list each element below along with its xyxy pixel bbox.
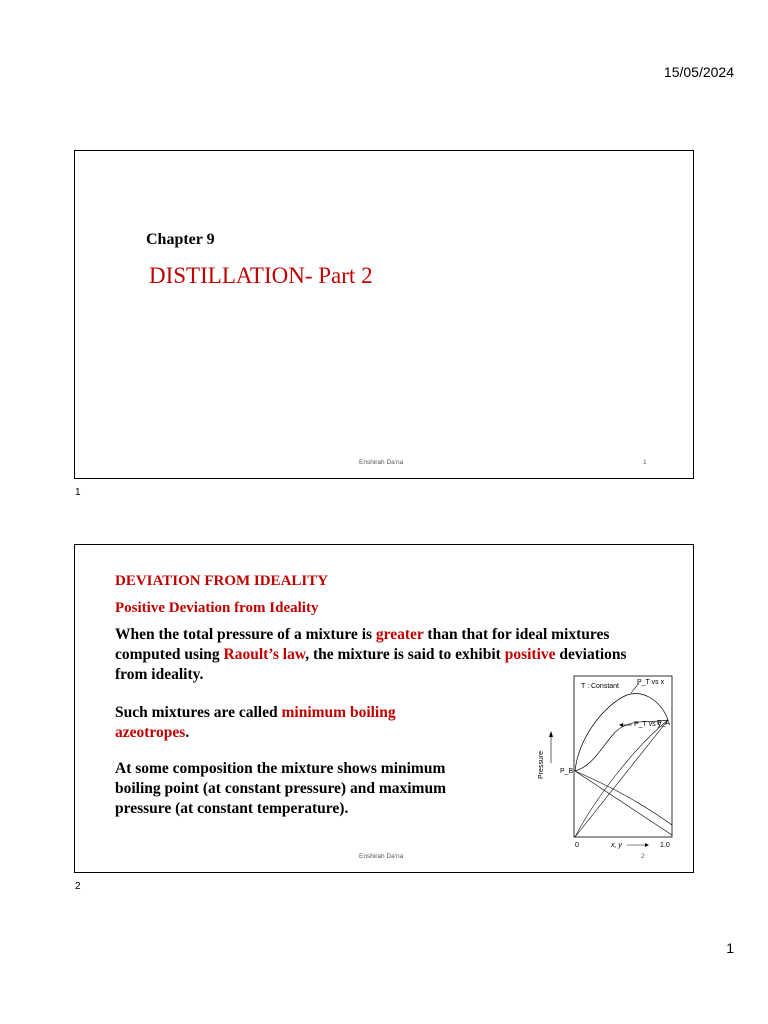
slide-footer-author: Enshirah Da'na xyxy=(359,853,404,860)
paragraph-azeotropes xyxy=(115,703,465,743)
label-PTx: P_T vs x xyxy=(637,679,665,686)
slide-index-2: 2 xyxy=(75,881,81,892)
chapter-label: Chapter 9 xyxy=(146,231,215,248)
slide-heading: DEVIATION FROM IDEALITY xyxy=(115,573,329,589)
paragraph-composition: At some composition the mixture shows minimum boiling point (at constant pressure) and maximum pressure (at constant temperature). xyxy=(115,760,446,817)
label-PTy: P_T vs y xyxy=(634,721,662,728)
x-axis-label: x, y xyxy=(611,842,622,849)
label-PB: P_B xyxy=(560,768,574,775)
slide-1 xyxy=(74,150,694,479)
x-axis-min: 0 xyxy=(575,842,579,849)
slide-footer-number: 1 xyxy=(643,459,647,466)
slide-2 xyxy=(74,544,694,873)
slide-subheading: Positive Deviation from Ideality xyxy=(115,600,319,616)
x-axis-max: 1.0 xyxy=(660,842,670,849)
slide-title: DISTILLATION- Part 2 xyxy=(149,263,373,288)
y-axis-label: Pressure xyxy=(538,750,545,779)
slide-footer-number: 2 xyxy=(641,853,645,860)
condition-label: T : Constant xyxy=(581,683,620,690)
text: deviations from ideality. xyxy=(115,646,627,683)
print-date: 15/05/2024 xyxy=(663,64,734,80)
text: Such mixtures are called xyxy=(115,704,282,721)
text: than that for ideal mixtures computed using xyxy=(115,626,610,663)
text: When the total pressure of a mixture is xyxy=(115,626,376,643)
slide-index-1: 1 xyxy=(75,487,81,498)
diagram-background xyxy=(527,675,673,849)
text: . xyxy=(185,724,190,741)
highlight-minimum-boiling-azeotropes: minimum boiling azeotropes xyxy=(115,704,396,741)
text: , the mixture is said to exhibit xyxy=(305,646,505,663)
highlight-positive: positive xyxy=(504,646,556,663)
highlight-raoults-law: Raoult’s law xyxy=(223,646,306,663)
label-PA: P_A xyxy=(657,720,671,727)
slide-footer-author: Enshirah Da'na xyxy=(359,459,404,466)
highlight-greater: greater xyxy=(375,626,424,643)
page-number: 1 xyxy=(726,940,734,956)
pressure-composition-diagram xyxy=(527,675,673,849)
